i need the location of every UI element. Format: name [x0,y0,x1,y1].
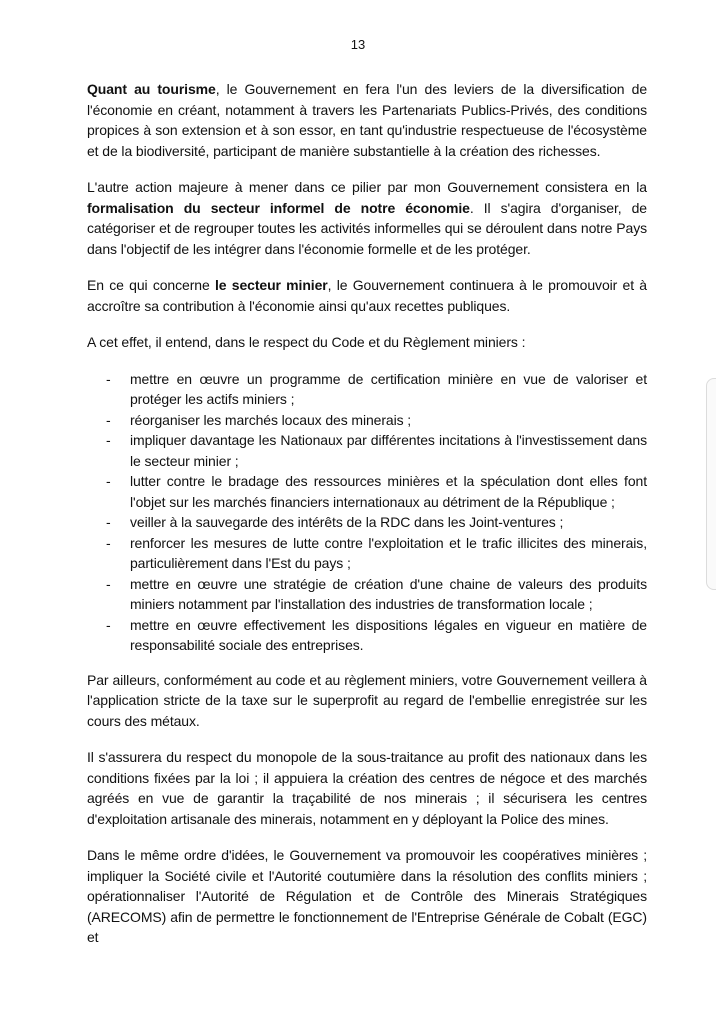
bullet-dash: - [106,514,111,530]
bold-mining-sector: le secteur minier [214,277,328,293]
bullet-dash: - [106,616,111,633]
list-item [87,430,647,471]
list-item [87,615,647,656]
list-item-text: mettre en œuvre un programme de certification minière en vue de valoriser et protéger les actifs miniers ; [130,370,647,407]
paragraph-subcontracting: Il s'assurera du respect du monopole de la sous-traitance au profit des nationaux dans les conditions fixées par la loi ; il appuiera la création des centres de négoce et des marchés agréés en vue de garantir la traçabilité de nos minerais ; il sécurisera les centres d'exploitation artisanale des minerais, notamment en y déployant la Police des mines. [87,749,647,827]
paragraph-intro-list: A cet effet, il entend, dans le respect du Code et du Règlement miniers : [87,334,526,350]
bold-informal-sector: formalisation du secteur informel de notre économie [87,199,470,216]
list-item [87,410,647,431]
paragraph-informal-sector [87,177,647,259]
paragraph-cooperatives: Dans le même ordre d'idées, le Gouvernement va promouvoir les coopératives minières ; impliquer la Société civile et l'Autorité coutumière dans la résolution des conflits miniers ; opérationnaliser l'Autorité de Régulation et de Contrôle des Minerais Stratégiques (ARECOMS) afin de permettre le fonctionnement de l'Entreprise Générale de Cobalt (EGC) et [87,847,647,945]
list-item-text: mettre en œuvre une stratégie de création d'une chaine de valeurs des produits miniers notamment par l'installation des industries de transformation locale ; [130,575,647,612]
paragraph-superprofit-tax: Par ailleurs, conformément au code et au règlement miniers, votre Gouvernement veillera à l'application stricte de la taxe sur le superprofit au regard de l'embellie enregistrée sur les cours des métaux. [87,671,647,729]
bullet-dash: - [106,432,111,448]
paragraph-text: En ce qui concerne [87,277,215,293]
bullet-dash: - [106,370,111,387]
page-number: 13 [350,37,366,52]
list-item [87,369,647,410]
bullet-dash: - [106,575,111,592]
paragraph-text: , le Gouvernement en fera l'un des leviers de la diversification de l'économie en créant, notamment à travers les Partenariats Publics-Privés, des conditions propices à son extension et à son essor, en tant qu'industrie respectueuse de l'écosystème et de la biodiversité, participant de manière substantielle à la création des richesses. [87,81,648,159]
bold-lead-tourism: Quant au tourisme [87,81,216,97]
paragraph-mining-sector [87,275,647,316]
list-item [87,533,647,574]
paragraph-text: L'autre action majeure à mener dans ce pilier par mon Gouvernement consistera en la [87,179,647,195]
page-edge-scroll-handle[interactable] [706,378,716,590]
list-item [87,471,647,512]
page-content [87,79,647,964]
list-item-text: mettre en œuvre effectivement les dispositions légales en vigueur en matière de responsabilité sociale des entreprises. [130,616,647,653]
bullet-dash: - [106,534,111,551]
mining-measures-list [87,369,647,656]
list-item [87,512,647,533]
list-item-text: veiller à la sauvegarde des intérêts de la RDC dans les Joint-ventures ; [130,514,564,530]
list-item-text: réorganiser les marchés locaux des minerais ; [130,411,412,428]
paragraph-text: . Il s'agira d'organiser, de catégoriser et de regrouper toutes les activités informelles qui se déroulent dans notre Pays dans l'objectif de les intégrer dans l'économie formelle et de les protéger. [87,199,647,257]
list-item-text: lutter contre le bradage des ressources minières et la spéculation dont elles font l'objet sur les marchés financiers internationaux au détriment de la République ; [130,473,647,510]
paragraph-tourism [87,79,647,161]
paragraph-text: , le Gouvernement continuera à le promouvoir et à accroître sa contribution à l'économie ainsi qu'aux recettes publiques. [87,277,647,314]
list-item-text: renforcer les mesures de lutte contre l'exploitation et le trafic illicites des minerais, particulièrement dans l'Est du pays ; [130,534,647,571]
bullet-dash: - [106,473,111,489]
bullet-dash: - [106,411,111,428]
list-item-text: impliquer davantage les Nationaux par différentes incitations à l'investissement dans le secteur minier ; [130,432,647,469]
list-item [87,574,647,615]
